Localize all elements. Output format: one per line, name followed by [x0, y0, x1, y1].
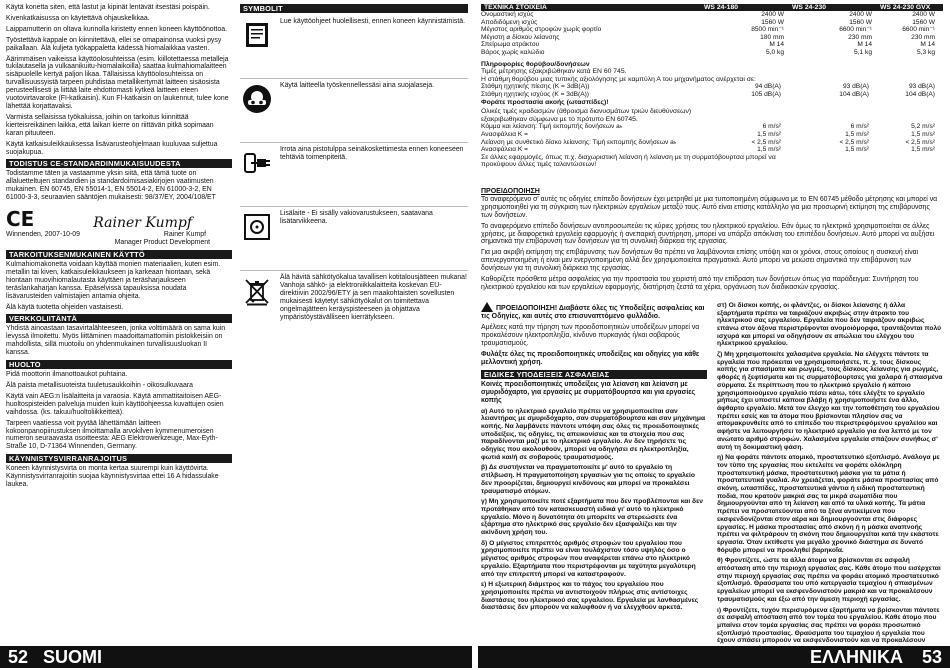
left-column-2 [240, 4, 468, 644]
noise-warning: Φοράτε προστασία ακοής (ωτασπίδες)! [481, 98, 609, 106]
row-value: M 14 [857, 41, 872, 49]
mains-text: Yhdistä ainoastaan tasavirtalähteeseen, jonka volttimäärä on sama kuin levyssä ilmoitettu. Myös liittäminen maadoittamattomiin pistokkeisiin on mahdollista, sillä muotoilu on yhdenmukainen turvallisuusluokan II kanssa. [6, 325, 226, 357]
general-warning-title: ΠΡΟΕΙΔΟΠΟΙΗΣΗ! Διαβάστε όλες τις Υποδείξεις ασφαλείας και τις Οδηγίες, και αυτές στο επισυναπτόμενο φυλλάδιο. [481, 304, 705, 321]
tech-row [481, 26, 943, 34]
place-date: Winnenden, 2007-10-09 [6, 231, 80, 239]
weee-bin-icon [240, 274, 274, 308]
safety-column-2 [717, 302, 943, 656]
noise-row [481, 83, 943, 91]
intro-paragraph: Työstettävä kappale on kiinnitettävä, ellei se omapainonsa vuoksi pysy paikallaan. Älä kuljeta työkappaletta kädessä hiomalaikkaa vasten. [6, 36, 222, 52]
safety-columns [481, 302, 943, 656]
symbol-description: Irrota aina pistotulppa seinäkoskettimesta ennen koneeseen tehtäviä toimenpiteitä. [280, 146, 464, 161]
special-safety-item: β) Δε συστήνεται να πραγματοποιείτε μ' αυτό το εργαλείο τη στίλβωση. Η πραγματοποίηση εργασιών για τις οποίες το εργαλείο δεν προορίζεται, δημιουργεί κινδύνους και μπορεί να προκαλέσει τραυματισμό ατόμων. [481, 464, 695, 495]
language-right: ΕΛΛΗΝΙΚΑ [809, 647, 903, 667]
vibration-row [481, 139, 943, 147]
row-label: Ονομαστική ισχύς [481, 11, 534, 18]
special-intro: Κοινές προειδοποιητικές υποδείξεις για λείανση και λείανση με σμυριδόχαρτο, για εργασίες με συρματόβουρτσα και για εργασίες κοπής [481, 380, 696, 404]
signer-name: Rainer Kumpf [163, 231, 206, 239]
row-label: Στάθμη ηχητικής ισχύος (K = 3dB(A)) [481, 90, 589, 98]
unplug-icon [240, 146, 274, 180]
row-value: 2400 W [912, 11, 935, 18]
usage-paragraphs [6, 261, 232, 311]
safety-item: ζ) Μη χρησιμοποιείτε χαλασμένα εργαλεία. Να ελέγχετε πάντοτε τα εργαλεία που πρόκειται να χρησιμοποιήσετε, π. χ. τους δίσκους κοπής για σπασίματα και ρωγμές, τους δίσκους λείανσης για ρωγμές, φθορές ή ξεφτίσματα και τις συρματόβουρτσες για χαλαρά ή σπασμένα σύρματα. Σε περίπτωση που το ηλεκτρικό εργαλείο ή κάποιο χρησιμοποιούμενο εργαλείο πέσει κάτω, τότε ελέγξτε το εργαλείο μήπως έχει υποστεί κάποια βλάβη ή χρησιμοποιήστε ένα άλλο, άφθαρτο εργαλείο. Μετά τον έλεγχο και την τοποθέτηση του εργαλείου πρέπει εσείς και τα άτομα που βρίσκονται πλησίον σας να απομακρυνθείτε από το επίπεδο του περιστρεφόμενου εργαλείου και αφήστε να λειτουργήσει το ηλεκτρικό εργαλείο για ένα λεπτό με τον ανώτατο αριθμό στροφών. Χαλασμένα εργαλεία σπάζουν συνήθως σ' αυτή τη δοκιμαστική φάση. [717, 351, 943, 451]
right-content [481, 4, 943, 644]
tech-row [481, 49, 943, 57]
symbols-heading: SYMBOLIT [240, 4, 468, 13]
keep-instructions: Φυλάξτε όλες τις προειδοποιητικές υποδείξεις και οδηγίες για κάθε μελλοντική χρήση. [481, 350, 700, 366]
intro-paragraph: Käytä konetta siten, että lastut ja kipinät lentävät itsestäsi poispäin. [6, 4, 210, 11]
intro-paragraph: Äärimmäisen vaikeissa käyttöolosuhteissa (esim. kiillotettaessa metalleja tukilautasella ja vulkaanikuitu-hiomalaikoilla) saattaa kulmahiomalaitteen sisäpuolelle kertyä paljon likaa. Tällaisissa käyttöolosuhteissa on turvallisuussyistä tarpeen puhdistaa metallikertymät laitteen sisäosista perusteellisesti ja liittää laite ehdottomasti kytkeä laitteen eteen vuotovirtavaroke (FI-katkaisin). Kun FI-katkaisin on laukennut, tulee kone lähettää korjattavaksi. [6, 55, 229, 110]
maintenance-paragraph: Tarpeen vaatiessa voit pyytää lähettämään laitteen kokoonpanopiirustuksen ilmoittamalla arvokilven kymmenumeroisen numeron seuraavasta osoitteesta: AEG Elektrowerkzeuge, Max-Eyth-Straße 10, D-71364 Winnenden, Germany. [6, 419, 218, 451]
safety-item: ι) Φροντίζετε, τυχόν περισυρόμενα εξαρτήματα να βρίσκονται πάντοτε σε ασφαλή απόσταση από τον τομέα του εργαλείου. Κάθε άτομο που μπαίνει στον τομέα εργασίας σας πρέπει να φοράει προσωπικό εξοπλισμό προστασίας. Θραύσματα του τεμαχίου ή εργαλεία που έχουν σπάσει μπορούν να εκσφενδονιστούν και να προκαλέσουν [717, 606, 940, 645]
row-value: 1560 W [849, 18, 872, 26]
row-value: 180 mm [760, 33, 784, 41]
startup-text: Koneen käynnistysvirta on monta kertaa suurempi kuin käyttövirta. Käynnistysvirranrajoitin suojaa käynnistysvirtaa ettei 16 A hidassulake laukea. [6, 465, 219, 489]
ce-mark: CE [6, 207, 35, 232]
ce-text: Todistamme täten ja vastaamme yksin siitä, että tämä tuote on allaluetteltujen standardien ja standardoimisasiakirjojen vaatimusten mukainen. EN 60745, EN 55014-1, EN 55014-2, EN 61000-3-2, EN 61000-3-3, seuraavien sääntöjen mukaisesti: 98/37/EY, 2004/108/ET [6, 170, 216, 202]
maintenance-paragraph: Älä paista metallisuoteista tuuletusaukkoihin - oikosulkuvaara [6, 382, 193, 389]
special-safety-item: ε) Η εξωτερική διάμετρος και το πάχος του εργαλείου που χρησιμοποιείτε πρέπει να αντιστοιχούν πλήρως στις αντίστοιχες διαστάσεις του ηλεκτρικού σας εργαλείου. Εργαλεία με λανθασμένες διαστάσεις δεν μπορούν να καλυφθούν ή να ελεγχθούν αρκετά. [481, 581, 699, 612]
caution-paragraph: Το αναφερόμενο επίπεδο δονήσεων αντιπροσωπεύει τις κύριες χρήσεις του ηλεκτρικού εργαλείου. Εάν όμως το ηλεκτρικό χρησιμοποιείται σε άλλες χρήσεις, με διαφορετικά εργαλεία εφαρμογής ή ανεπαρκή συντήρηση, μπορεί να υπάρξει απόκλιση του επιπέδου δονήσεων. Αυτό μπορεί να αυξήσει σημαντικά την επιβάρυνση των δονήσεων για τη συνολική διάρκεια της εργασίας. [481, 222, 935, 246]
maintenance-paragraph: Käytä vain AEG:n lisälaitteita ja varaosia. Käytä ammattitaitoisen AEG-huoltospisteiden palveluja muiden kuin käyttöohjeessa kuvattujen osien vaihdossa. (ks. takuu/huoltoliikkeitteä). [6, 392, 224, 416]
vibration-row [481, 123, 943, 131]
noise-heading: Πληροφορίες θορύβου/δονήσεων [481, 60, 590, 68]
vibration-row [481, 131, 943, 139]
row-value: 6 m/s² [850, 123, 869, 131]
row-value: M 14 [920, 41, 935, 49]
row-label: Μέγιστη ⌀ δίσκου λείανσης [481, 33, 560, 41]
symbol-description: Lue käyttöohjeet huolellisesti, ennen koneen käynnistämistä. [280, 18, 466, 25]
safety-item: στ) Οι δίσκοι κοπής, οι φλάντζες, οι δίσκοι λείανσης ή άλλα εξαρτήματα πρέπει να ταιριάζουν ακριβώς στην άτρακτο του ηλεκτρικού σας εργαλείου. Εργαλεία που δεν ταιριάζουν ακριβώς επάνω στον άξονα περιστρέφονται ανομοιόμορφα, τραντάζονται πολύ ισχυρά και μπορεί να οδηγήσουν σε απώλεια του ελέγχου του ηλεκτρικού εργαλείου. [717, 301, 941, 348]
signer-title: Manager Product Development [114, 239, 210, 247]
symbol-row [240, 79, 468, 143]
maintenance-paragraphs [6, 371, 232, 451]
row-value: 1,5 m/s² [845, 146, 869, 154]
special-safety-item: α) Αυτό το ηλεκτρικό εργαλείο πρέπει να χρησιμοποιείται σαν λειαντήρας με σμυριδόχαρτο, σαν συρματόβουρτσα και σαν μηχάνημα κοπής. Να λαμβάνετε πάντοτε υπόψη σας όλες τις προειδοποιητικές υποδείξεις, τις οδηγίες, τις απεικονίσεις και τα στοιχεία που σας παραδίνονται μαζί με το ηλεκτρικό εργαλείο. Αν δεν τηρήσετε τις οδηγίες που ακολουθούν, μπορεί να οδηγήσει σε ηλεκτροπληξία, φωτιά και/ή σε σοβαρούς τραυματισμούς. [481, 407, 706, 461]
tech-row [481, 41, 943, 49]
read-manual-icon [240, 18, 274, 52]
row-value: 5,0 kg [766, 48, 784, 56]
ce-heading: TODISTUS CE-STANDARDINMUKAISUUDESTA [6, 159, 232, 168]
safety-item: η) Να φοράτε πάντοτε ατομικό, προστατευτικό εξοπλισμό. Ανάλογα με τον τύπο της εργασίας που εκτελείτε να φοράτε ολόκληρη προστατευτική μάσκα, προστατευτική μάσκα για τα μάτια ή προστατευτικά γυαλιά. Αν χρειάζεται, φοράτε μάσκα προστασίας από σκόνη, ωτασπίδες, προστατευτικά γάντια ή ειδική προστατευτική ποδιά, που κρατούν μακριά σας τα μικρά σωματίδια που δημιουργούνται από τη λείανση και από τα υλικά κοπής. Τα μάτια πρέπει να προστατεύονται από τα ξένα αντικείμενα που εκσφενδονίζονται στον αέρα και δημιουργούνται στις διάφορες εργασίες. Η μάσκα προστασίας από σκόνη ή η μάσκα αναπνοής πρέπει να φιλτράρουν τη σκόνη που δημιουργείται κατά την εκάστοτε εργασία. Όταν εκτίθεστε για μεγάλο χρονικό διάστημα σε δυνατό θόρυβο μπορεί να προκληθεί βαρηκοΐα. [717, 454, 940, 554]
signature: Rainer Kumpf [93, 215, 192, 232]
row-label: Λείανση με συνθετικό δίσκο λείανσης: Τιμή εκπομπής δονήσεων aₕ [481, 138, 677, 146]
caution-section [481, 187, 943, 292]
row-value: 8500 min⁻¹ [751, 26, 784, 34]
row-value: 5,2 m/s² [911, 123, 935, 131]
intro-paragraphs [6, 4, 232, 156]
usage-paragraph: Kulmahiomakonetta voidaan käyttää monien materiaalien, kuten esim. metallin tai kiven, katkaisuleikkaukseen ja karkeaan hiontaan, sekä hiontaan muovihiomalautasta käyttäen ja teräsharjaukseen teräslankaharjan kanssa. Epäselvissä tapauksissa noudata lisävarusteiden valmistajien antamia ohjeita. [6, 261, 221, 300]
row-value: 93 dB(A) [842, 83, 869, 91]
mains-heading: VERKKOLIITÄNTÄ [6, 314, 232, 323]
row-value: < 2,5 m/s² [751, 138, 781, 146]
row-value: 104 dB(A) [839, 90, 869, 98]
noise-section [481, 61, 943, 84]
general-warning [481, 302, 707, 321]
row-label: Βάρος χωρίς καλώδιο [481, 48, 545, 56]
row-value: 105 dB(A) [751, 90, 781, 98]
maintenance-paragraph: Pidä moottorin ilmanottoaukot puhtaina. [6, 371, 128, 379]
noise-table [481, 83, 943, 98]
row-value: 5,3 kg [917, 48, 935, 56]
vibration-table [481, 123, 943, 153]
row-label: Μέγιστος αριθμός στροφών χωρίς φορτίο [481, 26, 602, 34]
caution-heading: ΠΡΟΕΙΔΟΠΟΙΗΣΗ [481, 187, 540, 195]
row-value: 1,5 m/s² [911, 146, 935, 154]
eye-protection-icon [240, 82, 274, 116]
noise-line-1: Τιμές μέτρησης εξακριβώθηκαν κατά EN 60 745. [481, 68, 627, 76]
usage-heading: TARKOITUKSENMUKAINEN KÄYTTÖ [6, 250, 232, 259]
model-2: WS 24-230 [792, 4, 827, 11]
symbol-description: Lisälaite - Ei sisälly vakiovarustukseen, saatavana lisätarvikkeena. [280, 210, 433, 225]
intro-paragraph: Laippamutterin on oltava kunnolla kiristetty ennen koneen käyttöönottoa. [6, 25, 228, 33]
left-column-1 [6, 4, 232, 644]
row-label: Ανασφάλεια K = [481, 130, 528, 138]
model-1: WS 24-180 [704, 4, 739, 11]
row-value: < 2,5 m/s² [905, 138, 935, 146]
row-value: 6600 min⁻¹ [839, 26, 872, 34]
vibration-intro: Ολικές τιμές κραδασμών (άθροισμα διανυσμάτων τριών διευθύνσεων) εξακριβωθηκαν σύμφωνα με το πρότυπο EN 60745. [481, 108, 692, 123]
row-value: 1,5 m/s² [757, 146, 781, 154]
tech-row [481, 11, 943, 19]
caution-paragraph: Για μια ακριβή εκτίμηση της επιβάρυνσης των δονήσεων θα πρέπει να λαμβάνονται επίσης υπόψη και οι χρόνοι, στους οποίους η συσκευή είναι απενεργοποιημένη ή είναι μεν ενεργοποιημένη αλλά δεν χρησιμοποιείται πραγματικά. Αυτό μπορεί να μειώσει σημαντικά την επιβάρυνση των δονήσεων για τη συνολική διάρκεια της εργασίας. [481, 249, 919, 273]
row-value: 93 dB(A) [908, 83, 935, 91]
startup-heading: KÄYNNISTYSVIRRANRAJOITUS [6, 454, 232, 463]
row-value: 1,5 m/s² [845, 130, 869, 138]
row-label: Σπείρωμα ατράκτου [481, 41, 540, 49]
symbol-row [240, 271, 468, 347]
row-value: 94 dB(A) [754, 83, 781, 91]
ce-signature-block [6, 205, 232, 231]
row-label: Ανασφάλεια K = [481, 146, 528, 154]
symbol-description: Käytä laitteella työskennellessäsi aina suojalaseja. [280, 82, 434, 89]
row-label: Στάθμη ηχητικής πίεσης (K = 3dB(A)) [481, 83, 590, 91]
symbol-row [240, 207, 468, 271]
row-value: 230 mm [848, 33, 872, 41]
special-safety-item: δ) Ο μέγιστος επιτρεπτός αριθμός στροφών του εργαλείου που χρησιμοποιείτε πρέπει να είναι τουλάχιστον τόσο υψηλός όσο ο μέγιστος αριθμός στροφών που αναφέρεται επάνω στο ηλεκτρικό εργαλείο. Εξαρτήματα που περιστρέφονται με ταχύτητα μεγαλύτερη από την επιτρεπτή μπορεί να καταστραφούν. [481, 539, 696, 578]
safety-column-1 [481, 302, 707, 656]
row-value: 1,5 m/s² [757, 130, 781, 138]
general-warning-text: Αμέλειες κατά την τήρηση των προειδοποιητικών υποδείξεων μπορεί να προκαλέσουν ηλεκτροπληξία, κίνδυνο πυρκαγιάς ή/και σοβαρούς τραυματισμούς. [481, 324, 700, 348]
maintenance-heading: HUOLTO [6, 360, 232, 369]
page-right [475, 0, 950, 670]
language-left: SUOMI [43, 647, 103, 667]
tech-data-table [481, 4, 943, 57]
row-value: M 14 [769, 41, 784, 49]
column-2-items [717, 302, 943, 653]
tech-row [481, 34, 943, 42]
noise-row [481, 91, 943, 99]
symbol-row [240, 15, 468, 79]
row-value: 104 dB(A) [905, 90, 935, 98]
symbol-row [240, 143, 468, 207]
safety-item: θ) Φροντίζετε, ώστε τα άλλα άτομα να βρίσκονται σε ασφαλή απόσταση από την περιοχή εργασίας σας. Κάθε άτομο που εισέρχεται στην περιοχή εργασίας σας πρέπει να φοράει ατομικό προστατευτικό εξοπλισμό. Θραύσματα του υπό κατεργασία τεμαχίου ή σπασμένων εργαλείων μπορεί να εκσφενδονιστούν μακριά και να προκαλέσουν τραυματισμούς και έξω από την άμεση περιοχή εργασίας. [717, 557, 941, 603]
caution-paragraph: Καθορίζετε πρόσθετα μέτρα ασφαλείας για την προστασία του χειριστή από την επίδραση των δονήσεων όπως για παράδειγμα: Συντήρηση του ηλεκτρικού εργαλείου και των εργαλείων εφαρμογής, διατήρηση ζεστά τα χέρια, οργάνωση των διαδικασιών εργασίας. [481, 276, 919, 291]
model-3: WS 24-230 GVX [880, 4, 931, 11]
page-number-right: 53 [921, 647, 942, 667]
intro-paragraph: Varmista sellaisissa työkaluissa, joihin on tarkoitus kiinnittää kierteisreikäinen laikka, että laikan kierre on riittävän pitkä sopimaan karan pituuteen. [6, 113, 214, 137]
special-items [481, 408, 707, 613]
row-value: 2400 W [761, 11, 784, 18]
row-label: Κόμμα και λείανση: Τιμή εκπομπής δονήσεων aₕ [481, 123, 623, 131]
vibration-note: Σε άλλες εφαρμογές, όπως π.χ. διαχωριστική λείανση ή λείανση με τη συρματόβουρτσα μπορεί να προκύψουν άλλες τιμές ταλαντώσεων! [481, 153, 776, 169]
row-value: 6600 min⁻¹ [902, 26, 935, 34]
row-label: Αποδιδόμενη ισχύς [481, 18, 538, 26]
no-accessory-icon [240, 210, 274, 244]
symbol-description: Älä hävitä sähkötyökalua tavallisen kotitalousjätteen mukana! Vanhoja sähkö- ja elektroniikkalaitteita koskevan EU-direktiivin 2002/96/ETY ja sen maakohtaisten sovellusten mukaisesti käytetyt sähkötyökalut on toimitettava ongelmajätteen keräyspisteeseen ja ohjattava ympäristöystävälliseen kierrätykseen. [280, 274, 467, 321]
page-number-left: 52 [8, 647, 29, 667]
tech-heading: ΤΕΧΝΙΚΑ ΣΤΟΙΧΕΙΑ [484, 4, 547, 11]
symbols-list [240, 15, 468, 347]
row-value: 5,1 kg [854, 48, 872, 56]
special-safety-item: γ) Μη χρησιμοποιείτε ποτέ εξαρτήματα που δεν προβλέπονται και δεν προτάθηκαν από τον κατασκευαστή ειδικά γι' αυτό το ηλεκτρικό εργαλείο. Μόνο η δυνατότητα ότι μπορείτε να στερεώσετε ένα εξάρτημα στο ηλεκτρικό σας εργαλείο δεν εξασφαλίζει και την ακίνδυνη χρήση του. [481, 498, 703, 537]
row-value: < 2,5 m/s² [839, 138, 869, 146]
special-safety-heading: ΕΙΔΙΚΕΣ ΥΠΟΔΕΙΞΕΙΣ ΑΣΦΑΛΕΙΑΣ [481, 370, 707, 379]
warning-triangle-icon [481, 302, 493, 312]
row-value: 1560 W [761, 18, 784, 26]
ce-date-line [6, 231, 232, 239]
row-value: 230 mm [911, 33, 935, 41]
intro-paragraph: Käytä katkaisuleikkauksessa lisävarusteohjelmaan kuuluvaa suljettua suojakupua. [6, 140, 218, 156]
usage-paragraph: Älä käytä tuotetta ohjeiden vastaisesti. [6, 303, 124, 311]
footer-right [478, 646, 950, 668]
row-value: 1,5 m/s² [911, 130, 935, 138]
noise-line-2: Η στάθμη θορύβου μιας τυπικής αξιολόγησης με καμπύλη Α του μηχανήματος ανέρχεται σε: [481, 75, 756, 83]
caution-paragraph: Το αναφερόμενο σ' αυτές τις οδηγίες επίπεδο δονήσεων έχει μετρηθεί με μια τυποποιημένη σύμφωνα με το EN 60745 μέθοδο μέτρησης και μπορεί να χρησιμοποιηθεί για τη σύγκριση των ηλεκτρικών εργαλείων μεταξύ τους. Αυτό είναι επίσης κατάλληλο για μια προσωρινή εκτίμηση της επιβάρυνσης των δονήσεων. [481, 195, 938, 219]
intro-paragraph: Kivenkatkaisussa on käytettävä ohjauskelkkaa. [6, 14, 150, 22]
row-value: 6 m/s² [762, 123, 781, 131]
footer-left [0, 646, 472, 668]
vibration-row [481, 146, 943, 154]
row-value: 1560 W [912, 18, 935, 26]
row-value: 2400 W [849, 11, 872, 18]
